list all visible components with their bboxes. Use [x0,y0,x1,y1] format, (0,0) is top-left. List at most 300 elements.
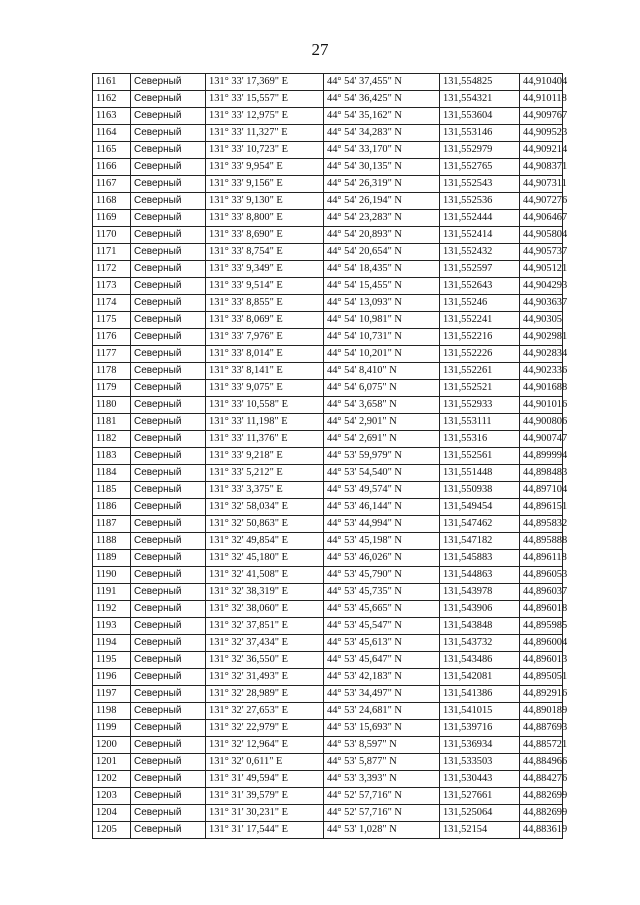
table-row [93,210,563,227]
table-row [93,822,563,839]
point-number-cell: 1164 [93,125,131,142]
latitude-dms-cell: 44° 54' 23,283" N [324,210,440,227]
page-number: 27 [311,40,329,59]
longitude-dms-cell: 131° 33' 9,218" E [206,448,324,465]
longitude-dms-cell: 131° 33' 8,855" E [206,295,324,312]
table-row [93,261,563,278]
region-name-cell: Северный [131,703,206,720]
point-number-cell: 1161 [93,74,131,91]
latitude-dms-cell: 44° 54' 13,093" N [324,295,440,312]
region-name-cell: Северный [131,550,206,567]
latitude-dms-cell: 44° 54' 6,075" N [324,380,440,397]
latitude-decimal-cell: 44,896118 [520,550,563,567]
table-row [93,516,563,533]
latitude-dms-cell: 44° 54' 10,731" N [324,329,440,346]
longitude-decimal-cell: 131,539716 [440,720,520,737]
table-row [93,703,563,720]
region-name-cell: Северный [131,737,206,754]
longitude-decimal-cell: 131,533503 [440,754,520,771]
latitude-decimal-cell: 44,896004 [520,635,563,652]
table-row [93,193,563,210]
region-name-cell: Северный [131,363,206,380]
table-row [93,771,563,788]
longitude-dms-cell: 131° 33' 9,130" E [206,193,324,210]
longitude-dms-cell: 131° 32' 38,060" E [206,601,324,618]
table-row [93,312,563,329]
region-name-cell: Северный [131,822,206,839]
region-name-cell: Северный [131,482,206,499]
latitude-decimal-cell: 44,901688 [520,380,563,397]
longitude-dms-cell: 131° 32' 58,034" E [206,499,324,516]
region-name-cell: Северный [131,91,206,108]
point-number-cell: 1179 [93,380,131,397]
region-name-cell: Северный [131,584,206,601]
longitude-decimal-cell: 131,552597 [440,261,520,278]
point-number-cell: 1171 [93,244,131,261]
longitude-decimal-cell: 131,552543 [440,176,520,193]
latitude-decimal-cell: 44,887693 [520,720,563,737]
latitude-dms-cell: 44° 53' 42,183" N [324,669,440,686]
latitude-dms-cell: 44° 52' 57,716" N [324,805,440,822]
latitude-decimal-cell: 44,895985 [520,618,563,635]
table-row [93,737,563,754]
latitude-decimal-cell: 44,910118 [520,91,563,108]
latitude-decimal-cell: 44,909523 [520,125,563,142]
latitude-dms-cell: 44° 53' 1,028" N [324,822,440,839]
table-row [93,278,563,295]
longitude-dms-cell: 131° 33' 8,069" E [206,312,324,329]
longitude-dms-cell: 131° 33' 8,690" E [206,227,324,244]
latitude-dms-cell: 44° 54' 26,194" N [324,193,440,210]
point-number-cell: 1197 [93,686,131,703]
table-row [93,227,563,244]
longitude-dms-cell: 131° 32' 41,508" E [206,567,324,584]
latitude-dms-cell: 44° 53' 45,647" N [324,652,440,669]
latitude-decimal-cell: 44,899994 [520,448,563,465]
latitude-dms-cell: 44° 53' 34,497" N [324,686,440,703]
longitude-dms-cell: 131° 33' 8,141" E [206,363,324,380]
latitude-dms-cell: 44° 53' 49,574" N [324,482,440,499]
longitude-decimal-cell: 131,536934 [440,737,520,754]
latitude-decimal-cell: 44,883619 [520,822,563,839]
latitude-dms-cell: 44° 54' 20,893" N [324,227,440,244]
region-name-cell: Северный [131,618,206,635]
latitude-dms-cell: 44° 53' 3,393" N [324,771,440,788]
region-name-cell: Северный [131,431,206,448]
latitude-dms-cell: 44° 54' 8,410" N [324,363,440,380]
region-name-cell: Северный [131,244,206,261]
table-row [93,74,563,91]
latitude-decimal-cell: 44,898483 [520,465,563,482]
region-name-cell: Северный [131,533,206,550]
latitude-dms-cell: 44° 54' 30,135" N [324,159,440,176]
longitude-dms-cell: 131° 32' 12,964" E [206,737,324,754]
table-row [93,652,563,669]
longitude-decimal-cell: 131,527661 [440,788,520,805]
point-number-cell: 1177 [93,346,131,363]
longitude-decimal-cell: 131,551448 [440,465,520,482]
longitude-decimal-cell: 131,549454 [440,499,520,516]
point-number-cell: 1188 [93,533,131,550]
point-number-cell: 1169 [93,210,131,227]
point-number-cell: 1204 [93,805,131,822]
table-row [93,584,563,601]
region-name-cell: Северный [131,312,206,329]
region-name-cell: Северный [131,635,206,652]
latitude-dms-cell: 44° 53' 46,026" N [324,550,440,567]
latitude-dms-cell: 44° 53' 44,994" N [324,516,440,533]
table-row [93,720,563,737]
point-number-cell: 1163 [93,108,131,125]
longitude-decimal-cell: 131,52154 [440,822,520,839]
point-number-cell: 1191 [93,584,131,601]
table-row [93,142,563,159]
longitude-dms-cell: 131° 32' 27,653" E [206,703,324,720]
region-name-cell: Северный [131,567,206,584]
table-row [93,380,563,397]
longitude-dms-cell: 131° 33' 8,014" E [206,346,324,363]
latitude-decimal-cell: 44,90305 [520,312,563,329]
latitude-dms-cell: 44° 54' 3,658" N [324,397,440,414]
longitude-decimal-cell: 131,525064 [440,805,520,822]
latitude-decimal-cell: 44,882699 [520,805,563,822]
longitude-dms-cell: 131° 33' 8,754" E [206,244,324,261]
latitude-dms-cell: 44° 53' 45,735" N [324,584,440,601]
point-number-cell: 1196 [93,669,131,686]
longitude-dms-cell: 131° 33' 5,212" E [206,465,324,482]
table-row [93,295,563,312]
table-row [93,176,563,193]
longitude-decimal-cell: 131,543978 [440,584,520,601]
region-name-cell: Северный [131,346,206,363]
latitude-decimal-cell: 44,890189 [520,703,563,720]
point-number-cell: 1205 [93,822,131,839]
latitude-dms-cell: 44° 53' 24,681" N [324,703,440,720]
point-number-cell: 1166 [93,159,131,176]
longitude-decimal-cell: 131,547182 [440,533,520,550]
latitude-dms-cell: 44° 53' 45,198" N [324,533,440,550]
longitude-dms-cell: 131° 33' 11,327" E [206,125,324,142]
table-row [93,397,563,414]
longitude-dms-cell: 131° 31' 30,231" E [206,805,324,822]
longitude-decimal-cell: 131,552216 [440,329,520,346]
latitude-dms-cell: 44° 52' 57,716" N [324,788,440,805]
latitude-decimal-cell: 44,906467 [520,210,563,227]
table-row [93,244,563,261]
table-row [93,125,563,142]
region-name-cell: Северный [131,448,206,465]
latitude-dms-cell: 44° 53' 45,790" N [324,567,440,584]
table-row [93,108,563,125]
point-number-cell: 1190 [93,567,131,584]
region-name-cell: Северный [131,380,206,397]
latitude-decimal-cell: 44,902981 [520,329,563,346]
point-number-cell: 1198 [93,703,131,720]
longitude-dms-cell: 131° 33' 17,369" E [206,74,324,91]
table-row [93,482,563,499]
longitude-dms-cell: 131° 32' 28,989" E [206,686,324,703]
longitude-decimal-cell: 131,552261 [440,363,520,380]
latitude-decimal-cell: 44,884966 [520,754,563,771]
latitude-decimal-cell: 44,905121 [520,261,563,278]
table-row [93,567,563,584]
table-row [93,91,563,108]
latitude-decimal-cell: 44,907276 [520,193,563,210]
latitude-decimal-cell: 44,892916 [520,686,563,703]
latitude-dms-cell: 44° 54' 34,283" N [324,125,440,142]
latitude-decimal-cell: 44,909214 [520,142,563,159]
table-row [93,329,563,346]
latitude-dms-cell: 44° 53' 59,979" N [324,448,440,465]
latitude-decimal-cell: 44,885721 [520,737,563,754]
longitude-dms-cell: 131° 33' 8,800" E [206,210,324,227]
region-name-cell: Северный [131,176,206,193]
point-number-cell: 1168 [93,193,131,210]
longitude-decimal-cell: 131,547462 [440,516,520,533]
longitude-dms-cell: 131° 32' 49,854" E [206,533,324,550]
longitude-dms-cell: 131° 33' 9,156" E [206,176,324,193]
point-number-cell: 1175 [93,312,131,329]
region-name-cell: Северный [131,295,206,312]
longitude-decimal-cell: 131,552432 [440,244,520,261]
latitude-dms-cell: 44° 54' 20,654" N [324,244,440,261]
longitude-dms-cell: 131° 33' 3,375" E [206,482,324,499]
region-name-cell: Северный [131,771,206,788]
latitude-decimal-cell: 44,905804 [520,227,563,244]
latitude-decimal-cell: 44,905737 [520,244,563,261]
longitude-dms-cell: 131° 32' 0,611" E [206,754,324,771]
table-row [93,805,563,822]
latitude-dms-cell: 44° 54' 2,691" N [324,431,440,448]
longitude-dms-cell: 131° 32' 31,493" E [206,669,324,686]
point-number-cell: 1178 [93,363,131,380]
latitude-dms-cell: 44° 53' 54,540" N [324,465,440,482]
latitude-dms-cell: 44° 54' 33,170" N [324,142,440,159]
point-number-cell: 1173 [93,278,131,295]
longitude-decimal-cell: 131,552444 [440,210,520,227]
latitude-dms-cell: 44° 54' 10,981" N [324,312,440,329]
longitude-decimal-cell: 131,553604 [440,108,520,125]
table-row [93,601,563,618]
latitude-dms-cell: 44° 54' 35,162" N [324,108,440,125]
point-number-cell: 1192 [93,601,131,618]
region-name-cell: Северный [131,397,206,414]
latitude-dms-cell: 44° 54' 10,201" N [324,346,440,363]
region-name-cell: Северный [131,210,206,227]
region-name-cell: Северный [131,686,206,703]
longitude-decimal-cell: 131,530443 [440,771,520,788]
region-name-cell: Северный [131,720,206,737]
point-number-cell: 1201 [93,754,131,771]
latitude-dms-cell: 44° 53' 46,144" N [324,499,440,516]
table-row [93,635,563,652]
longitude-decimal-cell: 131,541015 [440,703,520,720]
latitude-dms-cell: 44° 54' 2,901" N [324,414,440,431]
latitude-decimal-cell: 44,896151 [520,499,563,516]
longitude-dms-cell: 131° 33' 9,514" E [206,278,324,295]
longitude-dms-cell: 131° 33' 7,976" E [206,329,324,346]
longitude-decimal-cell: 131,554825 [440,74,520,91]
latitude-decimal-cell: 44,903637 [520,295,563,312]
longitude-decimal-cell: 131,552241 [440,312,520,329]
region-name-cell: Северный [131,499,206,516]
latitude-dms-cell: 44° 54' 36,425" N [324,91,440,108]
latitude-dms-cell: 44° 53' 15,693" N [324,720,440,737]
point-number-cell: 1167 [93,176,131,193]
region-name-cell: Северный [131,108,206,125]
longitude-dms-cell: 131° 31' 39,579" E [206,788,324,805]
latitude-decimal-cell: 44,902336 [520,363,563,380]
longitude-dms-cell: 131° 33' 11,198" E [206,414,324,431]
region-name-cell: Северный [131,805,206,822]
region-name-cell: Северный [131,754,206,771]
longitude-dms-cell: 131° 31' 17,544" E [206,822,324,839]
region-name-cell: Северный [131,74,206,91]
latitude-dms-cell: 44° 54' 15,455" N [324,278,440,295]
latitude-decimal-cell: 44,895888 [520,533,563,550]
longitude-dms-cell: 131° 33' 9,075" E [206,380,324,397]
latitude-dms-cell: 44° 54' 37,455" N [324,74,440,91]
latitude-decimal-cell: 44,910404 [520,74,563,91]
latitude-decimal-cell: 44,904293 [520,278,563,295]
longitude-decimal-cell: 131,543906 [440,601,520,618]
longitude-decimal-cell: 131,544863 [440,567,520,584]
longitude-decimal-cell: 131,552226 [440,346,520,363]
region-name-cell: Северный [131,142,206,159]
table-row [93,669,563,686]
table-row [93,346,563,363]
longitude-decimal-cell: 131,552643 [440,278,520,295]
table-row [93,363,563,380]
table-row [93,533,563,550]
point-number-cell: 1199 [93,720,131,737]
region-name-cell: Северный [131,125,206,142]
longitude-decimal-cell: 131,553146 [440,125,520,142]
table-row [93,686,563,703]
point-number-cell: 1193 [93,618,131,635]
table-row [93,788,563,805]
region-name-cell: Северный [131,516,206,533]
latitude-decimal-cell: 44,897104 [520,482,563,499]
longitude-dms-cell: 131° 32' 45,180" E [206,550,324,567]
longitude-dms-cell: 131° 32' 36,550" E [206,652,324,669]
latitude-decimal-cell: 44,901016 [520,397,563,414]
longitude-decimal-cell: 131,55246 [440,295,520,312]
table-row [93,754,563,771]
point-number-cell: 1172 [93,261,131,278]
longitude-dms-cell: 131° 33' 9,954" E [206,159,324,176]
longitude-decimal-cell: 131,552561 [440,448,520,465]
longitude-decimal-cell: 131,554321 [440,91,520,108]
longitude-decimal-cell: 131,553111 [440,414,520,431]
longitude-decimal-cell: 131,552765 [440,159,520,176]
latitude-decimal-cell: 44,895051 [520,669,563,686]
region-name-cell: Северный [131,261,206,278]
region-name-cell: Северный [131,414,206,431]
longitude-dms-cell: 131° 32' 38,319" E [206,584,324,601]
point-number-cell: 1162 [93,91,131,108]
longitude-decimal-cell: 131,545883 [440,550,520,567]
table-row [93,414,563,431]
longitude-dms-cell: 131° 32' 37,434" E [206,635,324,652]
region-name-cell: Северный [131,329,206,346]
latitude-decimal-cell: 44,896053 [520,567,563,584]
longitude-decimal-cell: 131,542081 [440,669,520,686]
point-number-cell: 1200 [93,737,131,754]
latitude-dms-cell: 44° 53' 5,877" N [324,754,440,771]
point-number-cell: 1180 [93,397,131,414]
longitude-decimal-cell: 131,55316 [440,431,520,448]
point-number-cell: 1183 [93,448,131,465]
table-row [93,465,563,482]
point-number-cell: 1176 [93,329,131,346]
table-row [93,550,563,567]
longitude-decimal-cell: 131,543486 [440,652,520,669]
point-number-cell: 1203 [93,788,131,805]
latitude-dms-cell: 44° 53' 45,665" N [324,601,440,618]
point-number-cell: 1185 [93,482,131,499]
latitude-dms-cell: 44° 54' 18,435" N [324,261,440,278]
latitude-decimal-cell: 44,909767 [520,108,563,125]
region-name-cell: Северный [131,788,206,805]
point-number-cell: 1195 [93,652,131,669]
table-row [93,431,563,448]
region-name-cell: Северный [131,159,206,176]
longitude-dms-cell: 131° 33' 9,349" E [206,261,324,278]
latitude-decimal-cell: 44,908371 [520,159,563,176]
longitude-dms-cell: 131° 33' 15,557" E [206,91,324,108]
point-number-cell: 1181 [93,414,131,431]
latitude-decimal-cell: 44,902834 [520,346,563,363]
latitude-decimal-cell: 44,896018 [520,601,563,618]
latitude-decimal-cell: 44,882699 [520,788,563,805]
point-number-cell: 1189 [93,550,131,567]
longitude-decimal-cell: 131,543848 [440,618,520,635]
region-name-cell: Северный [131,227,206,244]
latitude-dms-cell: 44° 54' 26,319" N [324,176,440,193]
latitude-decimal-cell: 44,895832 [520,516,563,533]
latitude-dms-cell: 44° 53' 45,613" N [324,635,440,652]
latitude-dms-cell: 44° 53' 45,547" N [324,618,440,635]
longitude-decimal-cell: 131,541386 [440,686,520,703]
longitude-dms-cell: 131° 33' 11,376" E [206,431,324,448]
region-name-cell: Северный [131,193,206,210]
latitude-decimal-cell: 44,907311 [520,176,563,193]
point-number-cell: 1182 [93,431,131,448]
point-number-cell: 1170 [93,227,131,244]
latitude-decimal-cell: 44,884276 [520,771,563,788]
region-name-cell: Северный [131,278,206,295]
table-row [93,499,563,516]
latitude-decimal-cell: 44,896013 [520,652,563,669]
longitude-dms-cell: 131° 31' 49,594" E [206,771,324,788]
longitude-dms-cell: 131° 32' 37,851" E [206,618,324,635]
latitude-dms-cell: 44° 53' 8,597" N [324,737,440,754]
point-number-cell: 1187 [93,516,131,533]
longitude-decimal-cell: 131,552979 [440,142,520,159]
table-row [93,618,563,635]
point-number-cell: 1186 [93,499,131,516]
point-number-cell: 1194 [93,635,131,652]
point-number-cell: 1165 [93,142,131,159]
region-name-cell: Северный [131,669,206,686]
coordinates-table [92,73,568,839]
latitude-decimal-cell: 44,900747 [520,431,563,448]
longitude-decimal-cell: 131,550938 [440,482,520,499]
longitude-dms-cell: 131° 33' 10,558" E [206,397,324,414]
longitude-decimal-cell: 131,552414 [440,227,520,244]
latitude-decimal-cell: 44,896037 [520,584,563,601]
